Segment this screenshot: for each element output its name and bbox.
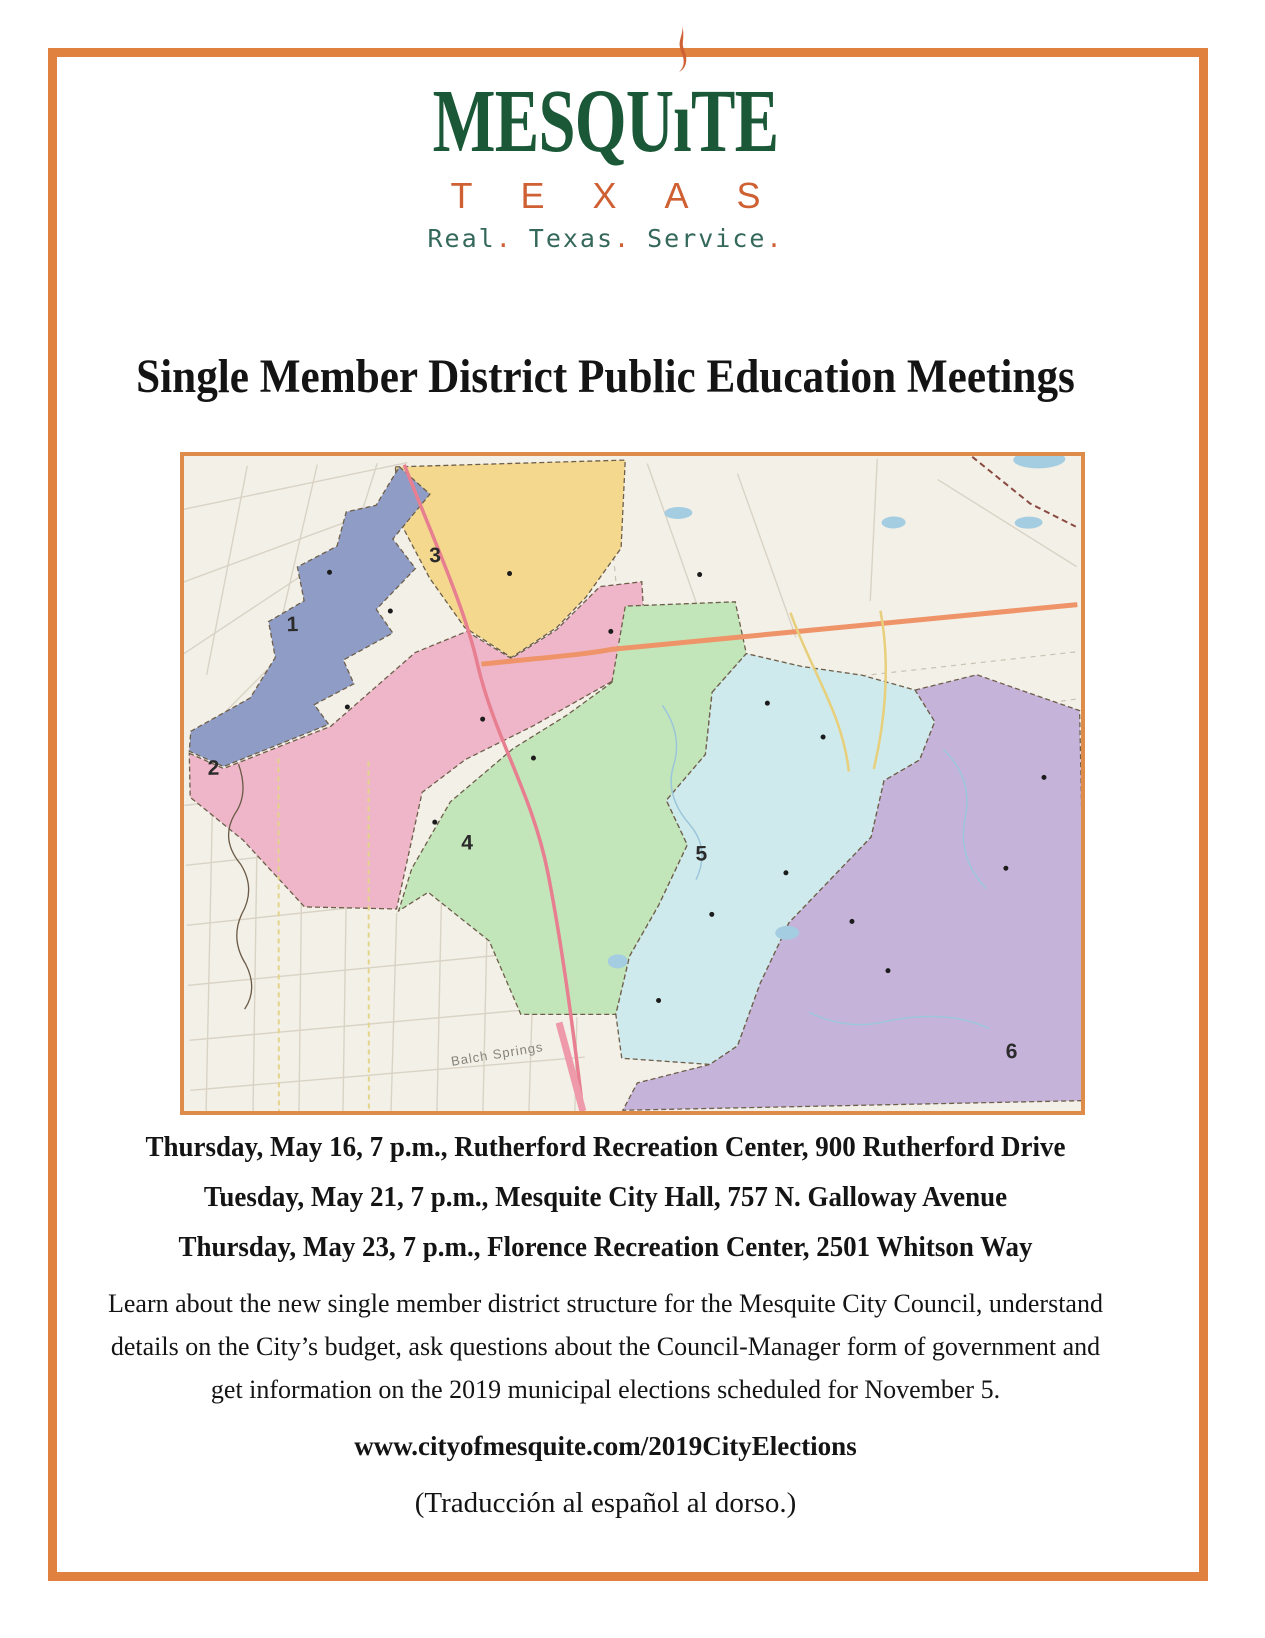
- tagline-word-1: Real: [427, 223, 496, 253]
- district-map-svg: [184, 456, 1081, 1111]
- logo-letter-i: [673, 70, 691, 174]
- paragraph-line-2: details on the City’s budget, ask questions about the Council-Manager form of government and: [110, 1332, 1101, 1361]
- balch-springs-label: Balch Springs: [449, 1039, 545, 1069]
- logo-tagline: [0, 223, 1211, 253]
- meeting-line-3: Thursday, May 23, 7 p.m., Florence Recreation Center, 2501 Whitson Way: [178, 1231, 1033, 1263]
- meeting-schedule: [0, 1122, 1211, 1272]
- district-3-label: 3: [428, 543, 442, 568]
- flame-icon: [674, 26, 689, 72]
- logo-text-pre: MESQU: [432, 72, 674, 171]
- elections-url: www.cityofmesquite.com/2019CityElections: [354, 1431, 857, 1461]
- translation-note: (Traducción al español al dorso.): [414, 1487, 797, 1519]
- logo-state: TEXAS: [450, 174, 809, 216]
- paragraph-line-3: get information on the 2019 municipal elections scheduled for November 5.: [210, 1375, 1001, 1404]
- district-1-label: 1: [286, 612, 299, 637]
- district-6-label: 6: [1005, 1039, 1018, 1064]
- district-2-label: 2: [207, 756, 220, 780]
- district-map: [180, 452, 1085, 1115]
- tagline-dot-1: .: [495, 223, 513, 253]
- district-4-label: 4: [460, 831, 474, 855]
- meeting-line-2: Tuesday, May 21, 7 p.m., Mesquite City Hall, 757 N. Galloway Avenue: [203, 1181, 1008, 1213]
- logo-text-i: ı: [673, 72, 691, 171]
- district-5-label: 5: [695, 842, 708, 866]
- tagline-word-2: Texas: [528, 223, 615, 253]
- tagline-dot-3: .: [766, 223, 784, 253]
- tagline-word-3: Service: [647, 223, 767, 253]
- logo-wordmark: [157, 70, 1053, 174]
- page-title: Single Member District Public Education Meetings: [136, 350, 1075, 403]
- logo-text-post: TE: [690, 72, 779, 171]
- city-logo: [0, 70, 1211, 251]
- description-paragraph: [0, 1282, 1211, 1411]
- paragraph-line-1: Learn about the new single member district structure for the Mesquite City Council, understand: [108, 1289, 1103, 1318]
- tagline-dot-2: .: [614, 223, 632, 253]
- meeting-line-1: Thursday, May 16, 7 p.m., Rutherford Recreation Center, 900 Rutherford Drive: [145, 1131, 1066, 1163]
